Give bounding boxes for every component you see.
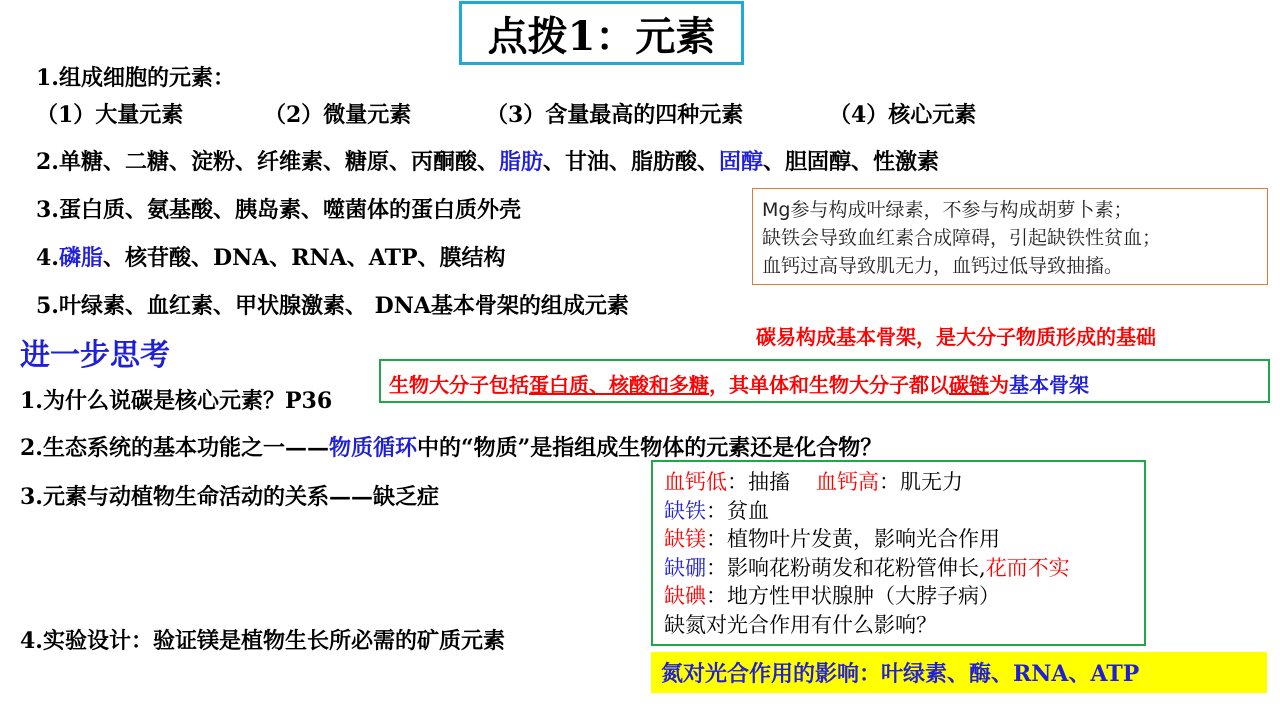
macromolecule-box	[379, 359, 1270, 403]
bio-text-c: ，其单体和生物大分子都以	[709, 373, 949, 397]
deficiency-value: ：影响花粉萌发和花粉管伸长,	[706, 555, 986, 580]
line-4-rest: 、核苷酸、DNA、RNA、ATP、膜结构	[102, 245, 506, 271]
deficiency-box	[651, 460, 1146, 646]
line-2	[36, 145, 939, 176]
line-2-text-c: 、甘油、脂肪酸、	[542, 149, 719, 175]
question-2-a: 2.生态系统的基本功能之一——	[20, 435, 329, 461]
deficiency-key: 血钙高	[816, 470, 879, 494]
deficiency-value: ：地方性甲状腺肿（大脖子病）	[706, 584, 1000, 608]
line-2-fat: 脂肪	[498, 149, 543, 175]
carbon-note: 碳易构成基本骨架，是大分子物质形成的基础	[756, 325, 1156, 349]
bio-text-e: 为	[989, 373, 1009, 397]
category-trace: （2）微量元素	[264, 102, 412, 128]
nitrogen-answer: 氮对光合作用的影响：叶绿素、酶、RNA、ATP	[651, 652, 1267, 693]
bio-text-f: 基本骨架	[1009, 373, 1089, 397]
note-line: Mg参与构成叶绿素，不参与构成胡萝卜素；	[762, 199, 1133, 221]
line-4-num: 4.	[36, 245, 59, 271]
line-3: 3.蛋白质、氨基酸、胰岛素、噬菌体的蛋白质外壳	[36, 197, 521, 223]
deficiency-value: ：抽搐	[727, 470, 790, 494]
bio-text-d: 碳链	[949, 373, 989, 397]
further-thinking-heading: 进一步思考	[20, 338, 170, 373]
deficiency-row	[664, 582, 1144, 611]
bio-text-a: 生物大分子包括	[389, 373, 529, 397]
question-2-cycle: 物质循环	[328, 435, 417, 461]
question-3: 3.元素与动植物生命活动的关系——缺乏症	[20, 484, 439, 510]
line-2-sterol: 固醇	[719, 149, 764, 175]
category-top-four: （3）含量最高的四种元素	[486, 102, 744, 128]
deficiency-extra: 花而不实	[985, 555, 1070, 580]
question-2-c: 中的“物质”是指组成生物体的元素还是化合物？	[416, 435, 883, 461]
line-2-text-a: 2.单糖、二糖、淀粉、纤维素、糖原、丙酮酸、	[36, 149, 499, 175]
deficiency-value: ：植物叶片发黄，影响光合作用	[706, 527, 1000, 551]
line-5: 5.叶绿素、血红素、甲状腺激素、 DNA基本骨架的组成元素	[36, 293, 629, 319]
bio-text-b: 蛋白质、核酸和多糖	[529, 373, 709, 397]
question-4: 4.实验设计：验证镁是植物生长所必需的矿质元素	[20, 628, 505, 654]
note-line: 缺铁会导致血红素合成障碍，引起缺铁性贫血；	[762, 227, 1162, 249]
note-line: 血钙过高导致肌无力，血钙过低导致抽搐。	[762, 255, 1124, 277]
deficiency-key: 缺碘	[664, 584, 706, 608]
deficiency-key: 血钙低	[664, 470, 727, 494]
question-1: 1.为什么说碳是核心元素？P36	[20, 388, 333, 414]
category-core: （4）核心元素	[829, 102, 977, 128]
page-title: 点拨1：元素	[459, 1, 744, 65]
category-major: （1）大量元素	[36, 102, 184, 128]
deficiency-key: 缺镁	[664, 527, 706, 551]
deficiency-row	[664, 468, 1144, 497]
deficiency-key: 缺铁	[664, 498, 706, 523]
note-box	[752, 188, 1268, 285]
section1-heading: 1.组成细胞的元素：	[36, 65, 235, 91]
deficiency-value: ：贫血	[706, 498, 769, 523]
line-4-phospholipid: 磷脂	[58, 245, 103, 271]
deficiency-row	[664, 497, 1144, 526]
deficiency-value: ：肌无力	[879, 470, 963, 494]
deficiency-row	[664, 525, 1144, 554]
line-2-text-e: 、胆固醇、性激素	[763, 149, 940, 175]
line-4	[36, 241, 505, 272]
deficiency-key: 缺硼	[664, 555, 706, 580]
deficiency-question: 缺氮对光合作用有什么影响？	[664, 612, 937, 637]
deficiency-row	[664, 554, 1144, 583]
question-2	[20, 431, 882, 462]
